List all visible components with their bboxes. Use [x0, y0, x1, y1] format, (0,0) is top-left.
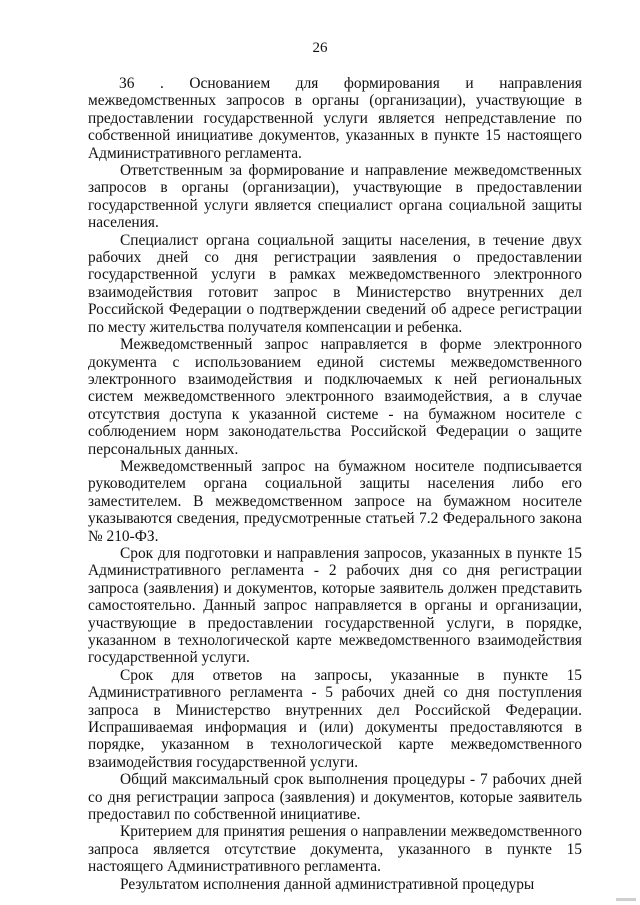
- paragraph-specialist: Специалист органа социальной защиты населения, в течение двух рабочих дней со дня регистрации заявления о предоставлении государственной услуги в рамках межведомственного электронного взаимодействия готовит запрос в Министерство внутренних дел Российской Федерации о подтверждении сведений об адресе регистрации по месту жительства получателя компенсации и ребенка.: [88, 231, 582, 336]
- paragraph-responsible: Ответственным за формирование и направление межведомственных запросов в органы (организации), участвующие в предоставлении государственной услуги является специалист органа социальной защиты населения.: [88, 162, 582, 232]
- paragraph-criterion: Критерием для принятия решения о направлении межведомственного запроса является отсутствие документа, указанного в пункте 15 настоящего Административного регламента.: [88, 823, 582, 876]
- document-body: [88, 75, 582, 893]
- page-number: 26: [312, 40, 328, 56]
- paragraph-response-term: Срок для ответов на запросы, указанные в пункте 15 Административного регламента - 5 рабочих дней со дня поступления запроса в Министерство внутренних дел Российской Федерации. Испрашиваемая информация и (или) документы предоставляются в порядке, указанном в технологической карте межведомственного взаимодействия государственной услуги.: [88, 666, 582, 771]
- paragraph-total-term: Общий максимальный срок выполнения процедуры - 7 рабочих дней со дня регистрации запроса (заявления) и документов, которые заявитель предоставил по собственной инициативе.: [88, 771, 582, 824]
- paragraph-electronic-request: Межведомственный запрос направляется в форме электронного документа с использованием единой системы межведомственного электронного взаимодействия и подключаемых к ней региональных систем межведомственного электронного взаимодействия, а в случае отсутствия доступа к указанной системе - на бумажном носителе с соблюдением норм законодательства Российской Федерации о защите персональных данных.: [88, 336, 582, 458]
- paragraph-result: Результатом исполнения данной административной процедуры: [120, 875, 535, 893]
- paragraph-36: 36 . Основанием для формирования и направления межведомственных запросов в органы (организации), участвующие в предоставлении государственной услуги является непредставление по собственной инициативе документов, указанных в пункте 15 настоящего Административного регламента.: [88, 75, 582, 162]
- paragraph-preparation-term: Срок для подготовки и направления запросов, указанных в пункте 15 Административного регламента - 2 рабочих дня со дня регистрации запроса (заявления) и документов, которые заявитель должен представить самостоятельно. Данный запрос направляется в органы и организации, участвующие в предоставлении государственной услуги, в порядке, указанном в технологической карте межведомственного взаимодействия государственной услуги.: [88, 544, 582, 667]
- paragraph-paper-request: Межведомственный запрос на бумажном носителе подписывается руководителем органа социальной защиты населения либо его заместителем. В межведомственном запросе на бумажном носителе указываются сведения, предусмотренные статьей 7.2 Федерального закона № 210-ФЗ.: [88, 457, 582, 545]
- scan-artifact: [616, 898, 636, 901]
